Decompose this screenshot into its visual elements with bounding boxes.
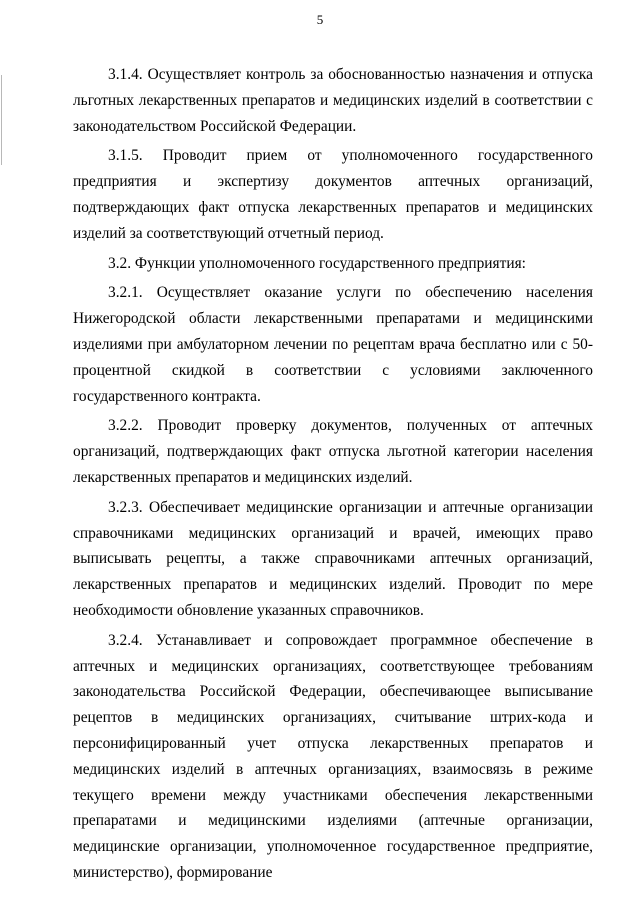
page-number: 5 bbox=[316, 12, 324, 27]
paragraph-3-2-2: 3.2.2. Проводит проверку документов, полученных от аптечных организаций, подтверждающих факт отпуска льготной категории населения лекарственных препаратов и медицинских изделий. bbox=[73, 417, 593, 486]
paragraph-3-1-5: 3.1.5. Проводит прием от уполномоченного государственного предприятия и экспертизу документов аптечных организаций, подтверждающих факт отпуска лекарственных препаратов и медицинских изделий за соответствующий отчетный период. bbox=[73, 147, 593, 242]
paragraph-3-2-3: 3.2.3. Обеспечивает медицинские организации и аптечные организации справочниками медицинских организаций и врачей, имеющих право выписывать рецепты, а также справочниками аптечных организаций, лекарственных препаратов и медицинских изделий. Проводит по мере необходимости обновление указанных справочников. bbox=[73, 498, 593, 619]
scan-edge-mark bbox=[1, 75, 2, 165]
paragraph-3-2-heading: 3.2. Функции уполномоченного государственного предприятия: bbox=[108, 254, 526, 272]
paragraph-3-2-1: 3.2.1. Осуществляет оказание услуги по обеспечению населения Нижегородской области лекарственными препаратами и медицинскими изделиями при амбулаторном лечении по рецептам врача бесплатно или с 50-процентной скидкой в соответствии с условиями заключенного государственного контракта. bbox=[73, 284, 593, 405]
paragraph-3-1-4: 3.1.4. Осуществляет контроль за обоснованностью назначения и отпуска льготных лекарственных препаратов и медицинских изделий в соответствии с законодательством Российской Федерации. bbox=[73, 66, 593, 135]
paragraph-3-2-4: 3.2.4. Устанавливает и сопровождает программное обеспечение в аптечных и медицинских организациях, соответствующее требованиям законодательства Российской Федерации, обеспечивающее выписывание рецептов в медицинских организациях, считывание штрих-кода и персонифицированный учет отпуска лекарственных препаратов и медицинских изделий в аптечных организациях, взаимосвязь в режиме текущего времени между участниками обеспечения лекарственными препаратами и медицинскими изделиями (аптечные организации, медицинские организации, уполномоченное государственное предприятие, министерство), формирование bbox=[73, 631, 593, 881]
document-body bbox=[73, 62, 593, 890]
